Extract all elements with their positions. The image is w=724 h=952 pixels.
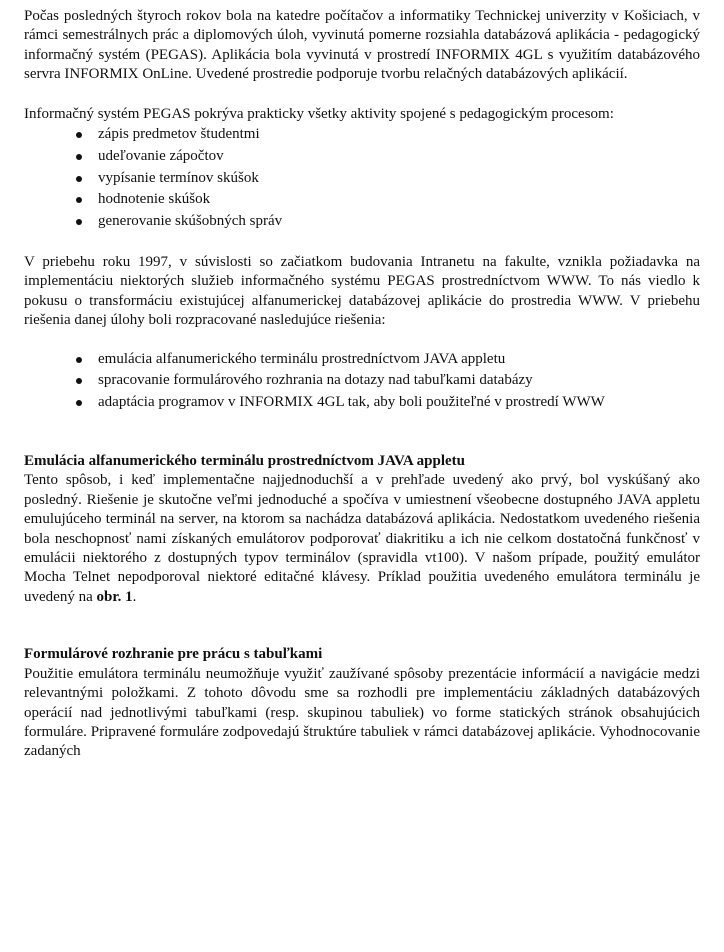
form-interface-paragraph: Použitie emulátora terminálu neumožňuje využiť zaužívané spôsoby prezentácie informácií a navigácie medzi relevantnými položkami. Z tohoto dôvodu sme sa rozhodli pre implementáciu základných databázových operácií nad jednotlivými tabuľkami (resp. skupinou tabuliek) vo forme statických stránok obsahujúcich formuláre. Pripravené formuláre zodpovedajú štruktúre tabuliek v rámci databázovej aplikácie. Vyhodnocovanie zadaných: [24, 665, 700, 760]
bullet-icon: [76, 154, 82, 160]
bullet-icon: [76, 132, 82, 138]
bullet-icon: [76, 400, 82, 406]
bullet-icon: [76, 378, 82, 384]
list-item: vypísanie termínov skúšok: [76, 168, 700, 190]
list-item: generovanie skúšobných správ: [76, 211, 700, 233]
section-heading-terminal-emulation: Emulácia alfanumerického terminálu prostredníctvom JAVA appletu: [24, 453, 465, 470]
bullet-icon: [76, 219, 82, 225]
terminal-emulation-paragraph: Tento spôsob, i keď implementačne najjednoduchší a v prehľade uvedený ako prvý, bol vyskúšaný ako posledný. Riešenie je skutočne veľmi jednoduché a spočíva v umiestnení všeobecne dostupného JAVA appletu emulujúceho terminál na server, na ktorom sa nachádza databázová aplikácia. Nedostatkom uvedeného riešenia bola neschopnosť nami získaných emulátorov podporovať diakritiku a ich nie celkom dostatočná funkčnosť v emulácii niektorého z dostupných typov terminálov (spravidla vt100). V našom prípade, použitý emulátor Mocha Telnet nepodporoval niektoré editačné klávesy. Príklad použitia uvedeného emulátora terminálu je uvedený na obr. 1.: [24, 472, 700, 605]
list-item: adaptácia programov v INFORMIX 4GL tak, aby boli použiteľné v prostredí WWW: [76, 392, 700, 414]
section-heading-form-interface: Formulárové rozhranie pre prácu s tabuľkami: [24, 646, 323, 663]
pegas-scope-paragraph: Informačný systém PEGAS pokrýva prakticky všetky aktivity spojené s pedagogickým procesom:: [24, 105, 614, 122]
intro-paragraph: Počas posledných štyroch rokov bola na katedre počítačov a informatiky Technickej univerzity v Košiciach, v rámci semestrálnych prác a diplomových úloh, vyvinutá pomerne rozsiahla databázová aplikácia - pedagogický informačný systém (PEGAS). Aplikácia bola vyvinutá v prostredí INFORMIX 4GL s využitím databázového servra INFORMIX OnLine. Uvedené prostredie podporuje tvorbu relačných databázových aplikácií.: [24, 8, 700, 83]
list-item: udeľovanie zápočtov: [76, 146, 700, 168]
document-page: [24, 7, 700, 762]
bullet-icon: [76, 357, 82, 363]
list-item: spracovanie formulárového rozhrania na dotazy nad tabuľkami databázy: [76, 370, 700, 392]
solutions-list: [24, 349, 700, 414]
list-item: zápis predmetov študentmi: [76, 124, 700, 146]
bullet-icon: [76, 176, 82, 182]
www-transformation-paragraph: V priebehu roku 1997, v súvislosti so začiatkom budovania Intranetu na fakulte, vznikla požiadavka na implementáciu niektorých služieb informačného systému PEGAS prostredníctvom WWW. To nás viedlo k pokusu o transformáciu existujúcej alfanumerickej databázovej aplikácie do prostredia WWW. V priebehu riešenia danej úlohy boli rozpracované nasledujúce riešenia:: [24, 254, 700, 329]
list-item: emulácia alfanumerického terminálu prostredníctvom JAVA appletu: [76, 349, 700, 371]
bullet-icon: [76, 197, 82, 203]
activities-list: [24, 124, 700, 233]
figure-reference: obr. 1: [96, 588, 133, 605]
list-item: hodnotenie skúšok: [76, 189, 700, 211]
